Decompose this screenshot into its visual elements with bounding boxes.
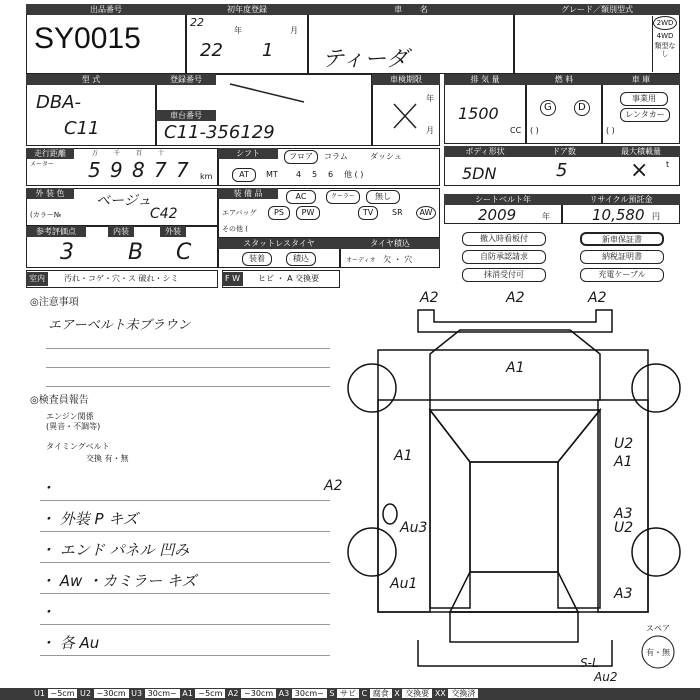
cabin-right <box>558 410 600 608</box>
first-reg-year: 22 <box>200 40 223 61</box>
chassis-value: C11-356129 <box>164 122 275 143</box>
equip-other: その他 ( <box>222 225 248 233</box>
dmg-a1-left: A1 <box>394 448 413 464</box>
dmg-a2-1: A2 <box>420 290 439 306</box>
dmg-sl: S-L <box>580 656 599 670</box>
inspection-year-unit: 年 <box>426 94 434 103</box>
front-bumper <box>418 310 612 332</box>
doors-header: ドア数 <box>526 146 602 157</box>
doc-1: 撤入時看板付 <box>462 232 546 246</box>
equip-aw: AW <box>416 206 436 220</box>
dmg-au1-left: Au1 <box>390 576 418 592</box>
fuel-opt-d: D <box>574 100 590 116</box>
usage-header: 車 庫 <box>602 74 680 85</box>
inspector-line-3: ・ エンド パネル 凹み <box>40 532 330 563</box>
shift-header: シフト <box>218 148 278 159</box>
car-name-value: ティーダ <box>322 47 409 72</box>
doc-2: 新車保証書 <box>580 232 664 246</box>
color-code: C42 <box>150 206 178 222</box>
equip-none: 無し <box>366 190 400 204</box>
fuel-paren: ( ) <box>530 126 539 135</box>
capacity-value: × <box>630 158 649 183</box>
dmg-u2-right: U2 <box>614 436 634 452</box>
dmg-a1-right: A1 <box>614 454 633 470</box>
tire-opts: オーディオ 欠 ・ 穴 <box>346 255 413 264</box>
body-header: ボディ形状 <box>444 146 526 157</box>
inspection-month-unit: 月 <box>426 126 434 135</box>
inspector-line-1: ・ <box>40 470 330 501</box>
spare-label: スペア <box>646 624 670 633</box>
equip-airbag: エアバッグ <box>222 209 257 217</box>
shift-6: 6 <box>328 170 334 179</box>
equip-pw: PW <box>296 206 320 220</box>
shift-at: AT <box>232 168 256 182</box>
equip-header: 装 備 品 <box>218 188 278 199</box>
inspector-line-4: ・ Aw ・カミラー キズ <box>40 563 330 594</box>
wheel-rear-right <box>632 528 680 576</box>
seatbelt-unit: 年 <box>542 212 550 221</box>
grade-interior: B <box>128 240 144 265</box>
color-header: 外 装 色 <box>26 188 74 199</box>
notes-value: エアーベルト未ブラウン <box>48 318 191 333</box>
dmg-a1-hood: A1 <box>506 360 525 376</box>
engine-label: エンジン関係 <box>46 412 94 421</box>
first-reg-header: 初年度登録 <box>186 4 308 15</box>
lot-number: SY0015 <box>34 22 141 55</box>
fuel-header: 燃 料 <box>526 74 602 85</box>
seatbelt-value: 2009 <box>478 206 517 224</box>
equip-sr: SR <box>392 208 403 217</box>
rear-panel <box>450 612 578 642</box>
dmg-a2-2: A2 <box>506 290 525 306</box>
first-reg-month: 1 <box>262 40 274 61</box>
inspector-line-2: ・ 外装 P キズ <box>40 501 330 532</box>
shift-5: 5 <box>312 170 318 179</box>
recycle-unit: 円 <box>652 212 660 221</box>
disp-value: 1500 <box>458 104 499 123</box>
inspector-line-6: ・ 各 Au <box>40 625 330 656</box>
wheel-front-left <box>348 364 396 412</box>
shift-4: 4 <box>296 170 302 179</box>
model-header: 型 式 <box>26 74 156 85</box>
opt-4wd: 4WD <box>656 32 674 40</box>
interior-cond-opts: 汚れ・コゲ・穴・ス 破れ・シミ <box>64 274 179 283</box>
spare-value: 有・無 <box>646 648 670 657</box>
timing-label: タイミングベルト <box>46 442 110 451</box>
model-value-1: DBA- <box>36 92 82 113</box>
equip-tv: TV <box>358 206 378 220</box>
digit-unit-3: 百 <box>136 150 143 157</box>
mileage-meter: メーター <box>30 161 55 168</box>
car-name-header: 車 名 <box>308 4 514 15</box>
digit-5: 7 <box>176 158 189 182</box>
engine-sub: (異音・不調等) <box>46 422 101 431</box>
recycle-value: 10,580 <box>592 206 645 224</box>
first-reg-era: 22 <box>190 16 204 29</box>
disp-unit: CC <box>510 126 522 135</box>
usage-paren: ( ) <box>606 126 615 135</box>
digit-unit-2: 千 <box>114 150 121 157</box>
shift-floor: フロア <box>284 150 318 164</box>
shift-dash: ダッシュ <box>370 152 402 161</box>
grades-header: 参考評価点 <box>26 226 86 237</box>
fw-opts: ヒビ ・ A 交換要 <box>258 274 320 283</box>
equip-ps: PS <box>268 206 290 220</box>
lot-header: 出品番号 <box>26 4 186 15</box>
digit-4: 7 <box>154 158 167 182</box>
dmg-a2-side: A2 <box>324 478 343 494</box>
dmg-u2-right-2: U2 <box>614 520 634 536</box>
color-sub: (カラー№ <box>30 211 62 219</box>
digit-2: 9 <box>110 158 123 182</box>
interior-cond-label: 室内 <box>26 272 48 286</box>
exterior-header: 外装 <box>160 226 186 237</box>
inspector-label: ◎検査員報告 <box>30 395 89 406</box>
first-reg-month-unit: 月 <box>290 26 298 35</box>
tire-opt-3: 穴 <box>404 255 413 264</box>
windshield <box>430 410 600 462</box>
first-reg-year-unit: 年 <box>234 26 242 35</box>
body-value: 5DN <box>462 164 497 183</box>
dmg-a3-right: A3 <box>614 506 633 522</box>
wheel-front-right <box>632 364 680 412</box>
rear-window <box>450 572 578 612</box>
interior-header: 内装 <box>108 226 134 237</box>
dmg-a2-3: A2 <box>588 290 607 306</box>
doors-value: 5 <box>556 160 568 181</box>
digit-unit-4: 十 <box>158 150 165 157</box>
recycle-header: リサイクル預託金 <box>562 194 680 205</box>
mileage-unit: km <box>200 172 213 181</box>
wheel-rear-left <box>348 528 396 576</box>
usage-opt2: レンタカー <box>620 108 670 122</box>
grade-header: グレード／類別型式 <box>514 4 680 15</box>
tire-opt-1: オーディオ <box>346 257 376 264</box>
seatbelt-header: シートベルト年 <box>444 194 562 205</box>
fuel-opt-g: G <box>540 100 556 116</box>
shift-mt: MT <box>266 170 278 179</box>
inspection-header: 車検期限 <box>372 74 440 85</box>
roof <box>470 462 558 572</box>
cabin <box>430 410 470 608</box>
shift-other: 他 ( ) <box>344 170 364 179</box>
timing-opts: 交換 有・無 <box>86 454 129 463</box>
disp-header: 排 気 量 <box>444 74 526 85</box>
opt-2wd: 2WD <box>653 16 677 30</box>
dmg-a3-rear: A3 <box>614 586 633 602</box>
tire-header: タイヤ積込 <box>340 238 440 249</box>
capacity-header: 最大積載量 <box>602 146 680 157</box>
doc-5: 抹消受付可 <box>462 268 546 282</box>
mark-circle-1 <box>383 504 397 524</box>
shift-column: コラム <box>324 152 348 161</box>
doc-6: 充電ケーブル <box>580 268 664 282</box>
tire-opt-2: 欠 <box>383 255 392 264</box>
equip-cooler: クーラー <box>326 190 360 204</box>
digit-unit-1: 万 <box>92 150 99 157</box>
dmg-au3-left: Au3 <box>400 520 428 536</box>
equip-ac: AC <box>286 190 316 204</box>
grade-exterior: C <box>176 240 192 265</box>
doc-4: 納税証明書 <box>580 250 664 264</box>
digit-1: 5 <box>88 158 101 182</box>
capacity-unit: t <box>666 160 670 169</box>
color-value: ベージュ <box>96 193 152 209</box>
model-value-2: C11 <box>64 118 100 139</box>
studless-opt1: 装着 <box>242 252 272 266</box>
usage-opt1: 事業用 <box>620 92 668 106</box>
opt-none: 類型なし <box>654 42 676 58</box>
digit-3: 8 <box>132 158 145 182</box>
mileage-header: 走行距離 <box>26 148 74 159</box>
studless-header: スタットレスタイヤ <box>218 238 340 249</box>
studless-opt2: 積込 <box>286 252 316 266</box>
notes-label: ◎注意事項 <box>30 297 79 308</box>
grade-score: 3 <box>60 240 74 265</box>
dmg-au2: Au2 <box>594 670 618 684</box>
legend: U1 ~5cm U2 ~30cm U3 30cm~ A1 ~5cm A2 ~30cm A3 30cm~ S サビ C 腐食 X 交換要 XX 交換済 <box>34 688 478 700</box>
regno-header: 登録番号 <box>156 74 216 85</box>
fw-label: F W <box>222 272 243 286</box>
inspector-line-5: ・ <box>40 594 330 625</box>
doc-3: 自防承認請求 <box>462 250 546 264</box>
chassis-header: 車台番号 <box>156 110 216 121</box>
